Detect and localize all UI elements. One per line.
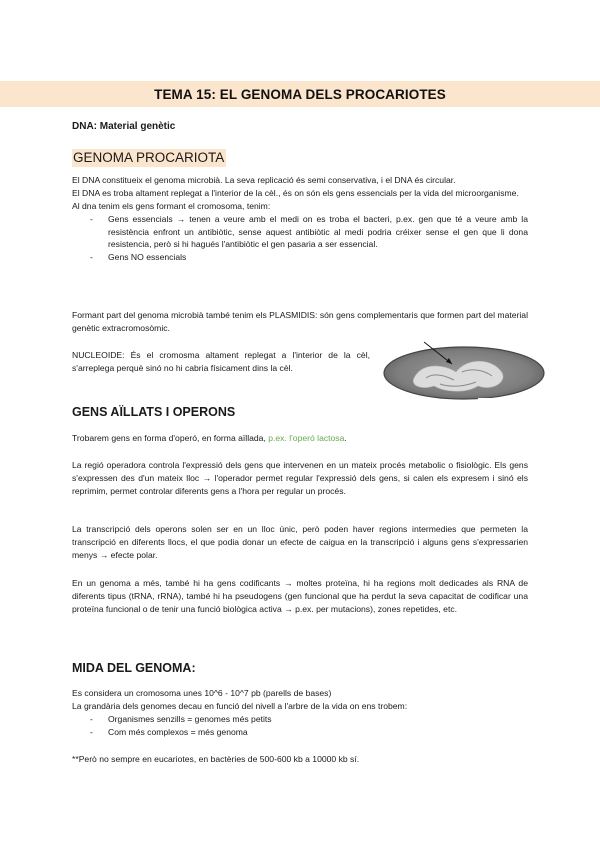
- gene-type-list: [72, 213, 528, 265]
- operons-paragraph-1: [72, 432, 528, 445]
- nucleoid-paragraph: NUCLEOIDE: És el cromosma altament replegat a l'interior de la cèl, s'arreplega perquè sinó no hi cabria físicament dins la cèl.: [72, 350, 370, 373]
- operons-heading: GENS AÏLLATS I OPERONS: [72, 405, 236, 419]
- operons-paragraph-4: En un genoma a més, també hi ha gens codificants → moltes proteïna, hi ha regions molt dedicades als RNA de diferents tipus (tRNA, rRNA), també hi ha pseudogens (gen funcional que ha perdut la seva capacitat de codificar una proteïna funcional o de tenir una funció biològica activa → p.ex. per mutacions), zones repetides, etc.: [72, 578, 528, 614]
- genome-size-section: [72, 687, 528, 739]
- list-item: - Gens NO essencials: [72, 251, 528, 264]
- intro-section: [72, 174, 528, 264]
- operons-paragraph-3: La transcripció dels operons solen ser en un lloc únic, però poden haver regions intermedies que permeten la transcripció en diferents llocs, el que podia donar un efecte de caigua en la transcripció i alguns gens s'expressarien menys → efecte polar.: [72, 524, 528, 560]
- title-banner: [0, 81, 600, 107]
- lactose-operon-highlight: p.ex. l'operó lactosa: [268, 433, 345, 443]
- genoma-heading: GENOMA PROCARIOTA: [73, 150, 225, 165]
- intro-paragraph-1: El DNA constitueix el genoma microbià. La seva replicació és semi conservativa, i el DNA és circular.: [72, 175, 456, 185]
- nucleoid-micrograph-image: [374, 328, 546, 404]
- list-item: - Com més complexos = més genoma: [72, 726, 528, 739]
- page-title: TEMA 15: EL GENOMA DELS PROCARIOTES: [154, 86, 446, 102]
- plasmid-paragraph: Formant part del genoma microbià també tenim els PLASMIDIS: són gens complementaris que formen part del material genètic extracromosòmic.: [72, 310, 528, 333]
- size-paragraph-2: La grandària dels genomes decau en funció del nivell a l'arbre de la vida on ens trobem:: [72, 700, 408, 711]
- list-item: - Organismes senzills = genomes més petits: [72, 713, 528, 726]
- dna-subheading: DNA: Material genètic: [72, 121, 176, 132]
- genome-size-heading: MIDA DEL GENOMA:: [72, 661, 196, 675]
- operons-text-end: .: [344, 433, 347, 443]
- operons-text: Trobarem gens en forma d'operó, en forma aïllada,: [72, 433, 269, 443]
- intro-paragraph-2: El DNA es troba altament replegat a l'interior de la cèl., és on són els gens essencials per la vida del microorganisme.: [72, 187, 519, 198]
- size-paragraph-1: Es considera un cromosoma unes 10^6 - 10^7 pb (parells de bases): [72, 688, 332, 698]
- eukaryote-note: **Però no sempre en eucariotes, en bactèries de 500-600 kb a 10000 kb sí.: [72, 754, 360, 764]
- list-item: - Gens essencials → tenen a veure amb el medi on es troba el bacteri, p.ex. gen que té a veure amb la resistència enfront un antibiòtic, sense aquest antibiòtic al medi podria créixer sense el gen que li dona resistencia, però si hi hagués l'antibiòtic el gen pasaria a ser essencial.: [72, 213, 528, 252]
- intro-paragraph-3: Al dna tenim els gens formant el cromosoma, tenim:: [72, 200, 271, 211]
- operons-paragraph-2: La regió operadora controla l'expressió dels gens que intervenen en un mateix procés metabolic o fisiològic. Els gens s'expressen des d'un mateix lloc → l'operador permet regular l'expressió dels gens, si calen els expresem i sinó els reprimim, permet controlar diferents gens a l'hora per regular un procés.: [72, 460, 528, 496]
- genome-size-list: [72, 713, 528, 739]
